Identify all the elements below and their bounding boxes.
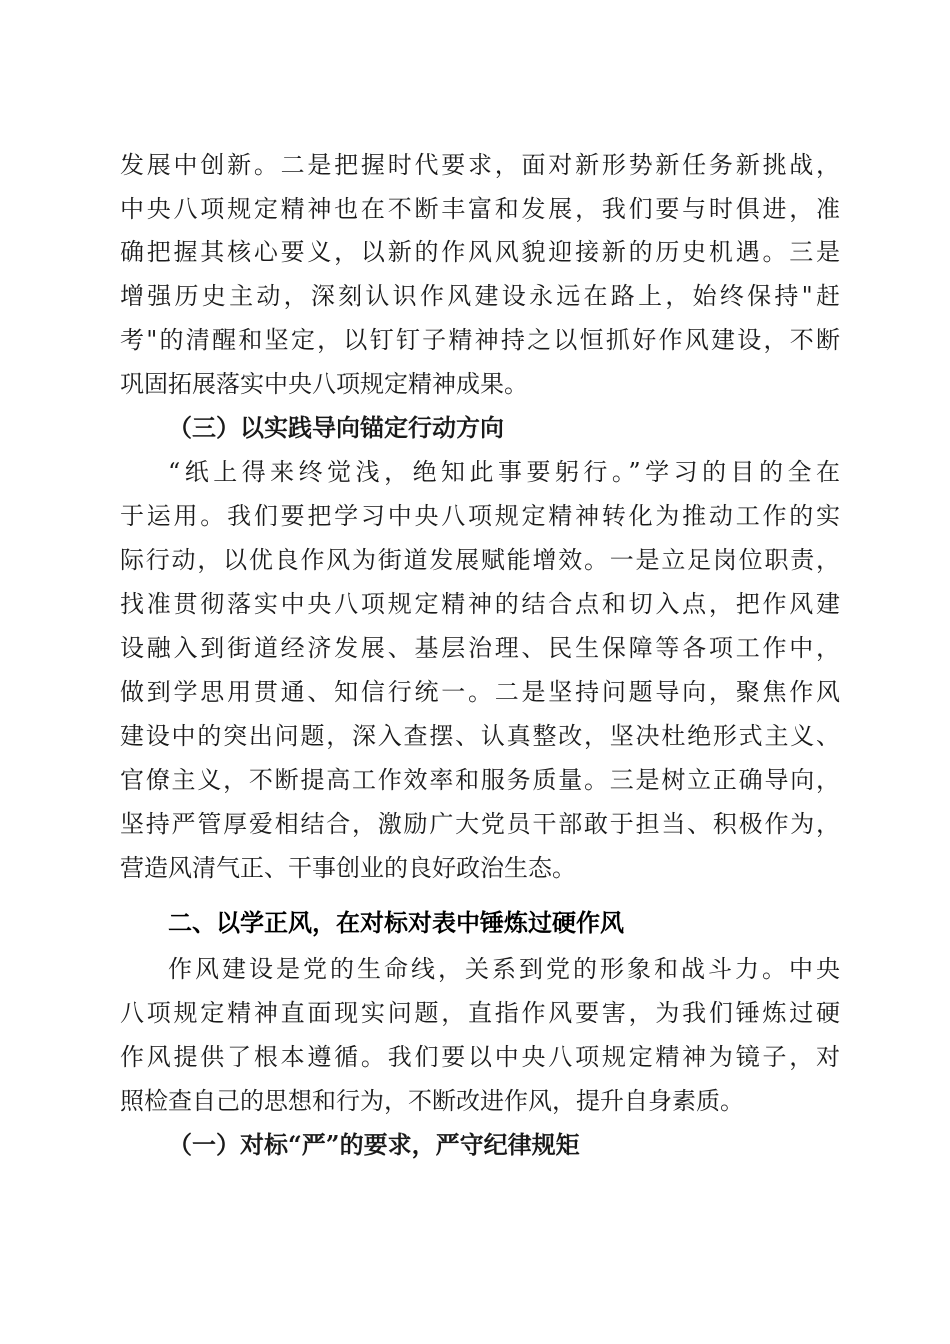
paragraph-line: 找准贯彻落实中央八项规定精神的结合点和切入点，把作风建	[120, 590, 840, 618]
paragraph-line: 考"的清醒和坚定，以钉钉子精神持之以恒抓好作风建设，不断	[120, 326, 840, 354]
paragraph-line: 发展中创新。二是把握时代要求，面对新形势新任务新挑战，	[120, 151, 840, 179]
paragraph-line: 做到学思用贯通、知信行统一。二是坚持问题导向，聚焦作风	[120, 678, 840, 706]
paragraph-line: 巩固拓展落实中央八项规定精神成果。	[120, 370, 528, 398]
paragraph-line: 照检查自己的思想和行为，不断改进作风，提升自身素质。	[120, 1087, 744, 1115]
paragraph-line: 中央八项规定精神也在不断丰富和发展，我们要与时俱进，准	[120, 195, 840, 223]
paragraph-line: 增强历史主动，深刻认识作风建设永远在路上，始终保持"赶	[120, 282, 840, 310]
paragraph-line: 际行动，以优良作风为街道发展赋能增效。一是立足岗位职责，	[120, 546, 840, 574]
subheading-1: （一）对标“严”的要求，严守纪律规矩	[168, 1130, 580, 1159]
paragraph-line: 于运用。我们要把学习中央八项规定精神转化为推动工作的实	[120, 502, 840, 530]
paragraph-line: 坚持严管厚爱相结合，激励广大党员干部敢于担当、积极作为，	[120, 810, 840, 838]
subheading-3: （三）以实践导向锚定行动方向	[168, 413, 504, 442]
paragraph-line: 八项规定精神直面现实问题，直指作风要害，为我们锤炼过硬	[120, 999, 840, 1027]
paragraph-line: 营造风清气正、干事创业的良好政治生态。	[120, 854, 576, 882]
paragraph-line: “纸上得来终觉浅，绝知此事要躬行。”学习的目的全在	[168, 458, 840, 486]
paragraph-line: 官僚主义，不断提高工作效率和服务质量。三是树立正确导向，	[120, 766, 840, 794]
section-heading-2: 二、以学正风，在对标对表中锤炼过硬作风	[168, 909, 624, 937]
paragraph-line: 建设中的突出问题，深入查摆、认真整改，坚决杜绝形式主义、	[120, 722, 840, 750]
paragraph-line: 作风提供了根本遵循。我们要以中央八项规定精神为镜子，对	[120, 1043, 840, 1071]
paragraph-line: 设融入到街道经济发展、基层治理、民生保障等各项工作中，	[120, 634, 840, 662]
paragraph-line: 作风建设是党的生命线，关系到党的形象和战斗力。中央	[168, 955, 840, 983]
paragraph-line: 确把握其核心要义，以新的作风风貌迎接新的历史机遇。三是	[120, 238, 840, 266]
